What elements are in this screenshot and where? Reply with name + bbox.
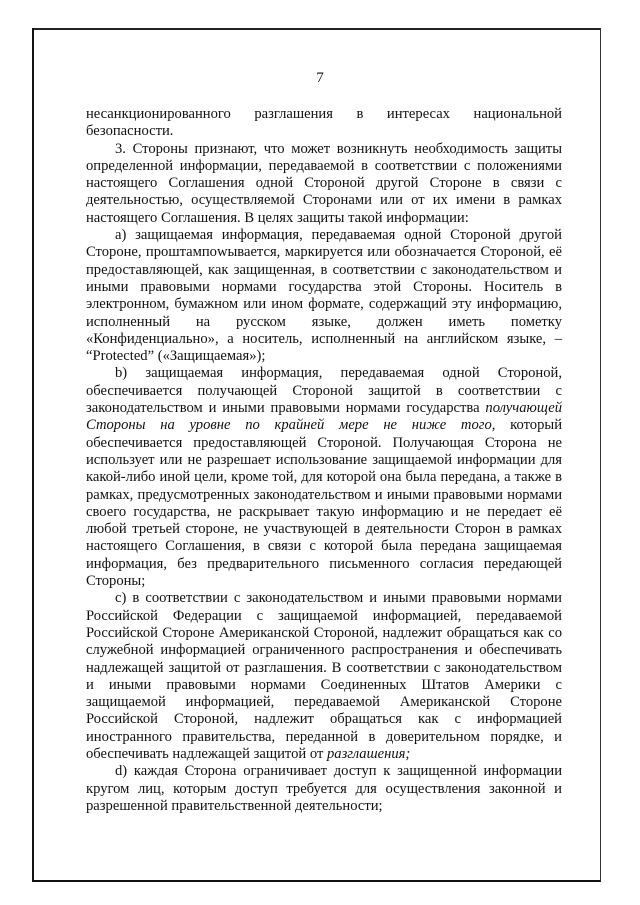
item-b-italic-text: получающей Стороны на уровне по крайней мере не ниже того, (86, 400, 562, 434)
item-b-text-start: b) защищаемая информация, передаваемая одной Стороной, обеспечивается получающей Стороной защитой в соответствии с законодательством и иными правовыми нормами государства (86, 365, 562, 417)
paragraph-continuation: несанкционированного разглашения в интересах национальной безопасности. (86, 106, 562, 140)
item-c-text-start: c) в соответствии с законодательством и иными правовыми нормами Российской Федерации с защищаемой информацией, передаваемой Российской Стороне Американской Стороной, надлежит обращаться как со служебной информацией ограниченного распространения и обеспечивать надлежащей защитой от разглашения. В соответствии с законодательством и иными правовыми нормами Соединенных Штатов Америки с защищаемой информацией, передаваемой Американской Стороне Российской Стороной, надлежит обращаться как с информацией иностранного правительства, переданной в доверительном порядке, и обеспечивать надлежащей защитой от (86, 590, 562, 762)
paragraph-item-c (86, 590, 562, 763)
paragraph-item-a: а) защищаемая информация, передаваемая одной Стороной другой Стороне, проштампowывается, маркируется или обозначается Стороной, её предоставляющей, как защищенная, в соответствии с законодательством и иными правовыми нормами государства этой Стороны. Носитель в электронном, бумажном или ином формате, содержащий эту информацию, исполненный на русском языке, должен иметь пометку «Конфиденциально», а носитель, исполненный на английском языке, – “Protected” («Защищаемая»); (86, 227, 562, 365)
item-b-text-end: который обеспечивается предоставляющей Стороной. Получающая Сторона не использует или не разрешает использование защищаемой информации для какой-либо иной цели, кроме той, для которой она была передана, а также в рамках, предусмотренных законодательством и иными правовыми нормами своего государства, не раскрывает такую информацию и не передает её любой третьей стороне, не участвующей в деятельности Сторон в рамках настоящего Соглашения, в связи с которой была передана защищаемая информация, без предварительного письменного согласия передающей Стороны; (86, 417, 562, 590)
paragraph-clause-3: 3. Стороны признают, что может возникнуть необходимость защиты определенной информации, передаваемой в соответствии с положениями настоящего Соглашения одной Стороной другой Стороне в связи с деятельностью, осуществляемой Сторонами или от их имени в рамках настоящего Соглашения. В целях защиты такой информации: (86, 140, 562, 226)
page-number: 7 (316, 70, 324, 86)
item-c-italic-text: разглашения; (326, 745, 411, 762)
document-body (86, 106, 562, 815)
paragraph-item-b (86, 365, 562, 590)
paragraph-item-d: d) каждая Сторона ограничивает доступ к защищенной информации кругом лиц, которым доступ требуется для осуществления законной и разрешенной правительственной деятельности; (86, 763, 562, 814)
